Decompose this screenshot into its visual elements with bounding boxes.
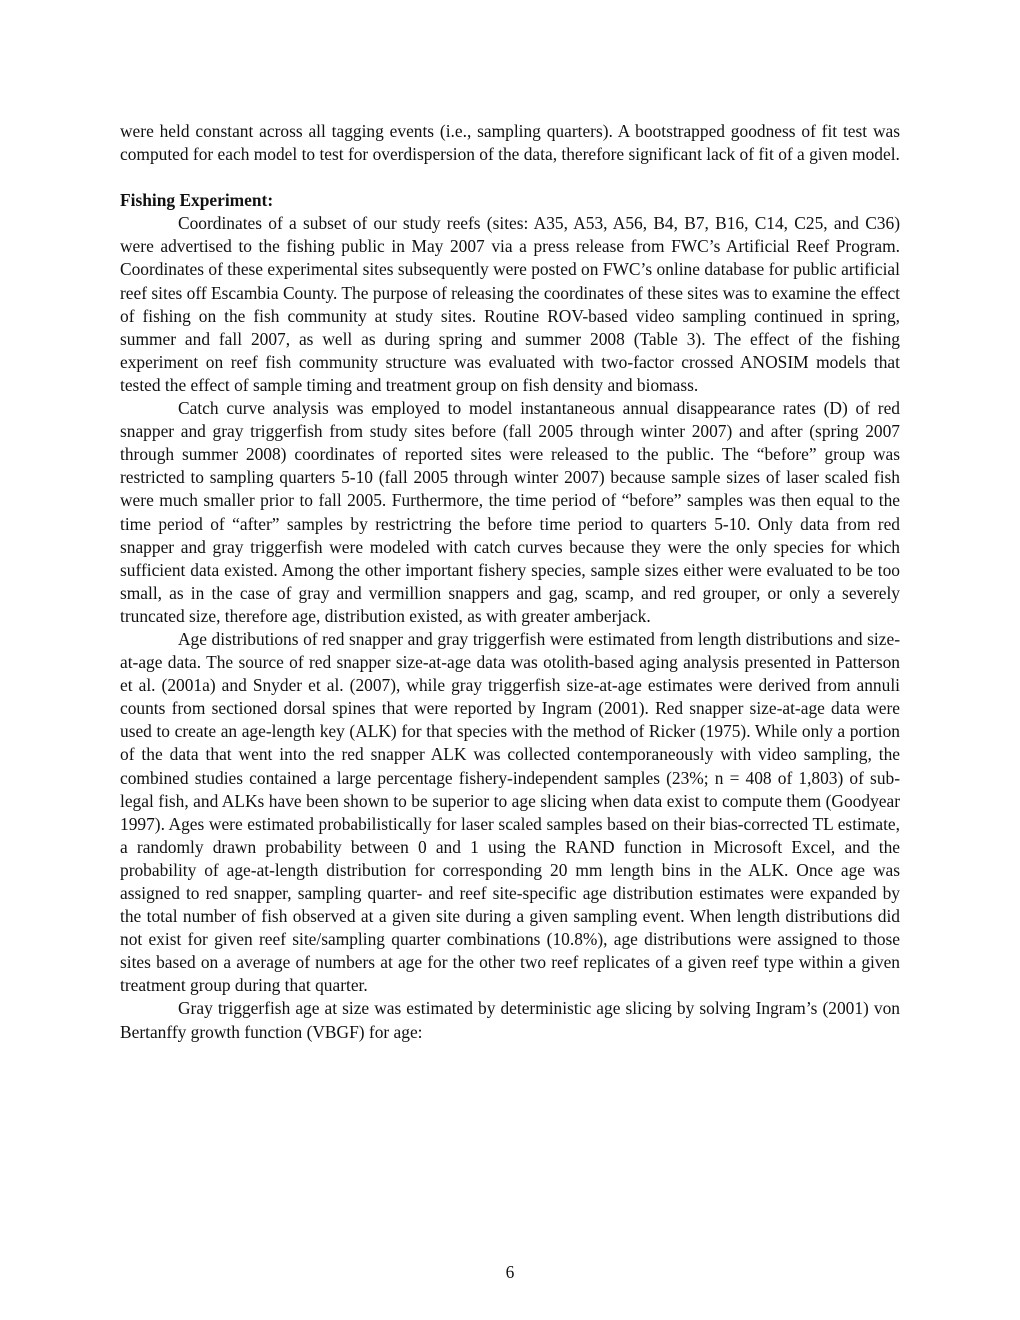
age-distribution-paragraph: Age distributions of red snapper and gray triggerfish were estimated from length distributions and size-at-age data. The source of red snapper size-at-age data was otolith-based aging analysis presented in Patterson et al. (2001a) and Snyder et al. (2007), while gray triggerfish size-at-age estimates were derived from annuli counts from sectioned dorsal spines that were reported by Ingram (2001). Red snapper size-at-age data were used to create an age-length key (ALK) for that species with the method of Ricker (1975). While only a portion of the data that went into the red snapper ALK was collected contemporaneously with video sampling, the combined studies contained a large percentage fishery-independent samples (23%; n = 408 of 1,803) of sub-legal fish, and ALKs have been shown to be superior to age slicing when data exist to compute them (Goodyear 1997). Ages were estimated probabilistically for laser scaled samples based on their bias-corrected TL estimate, a randomly drawn probability between 0 and 1 using the RAND function in Microsoft Excel, and the probability of age-at-length distribution for corresponding 20 mm length bins in the ALK. Once age was assigned to red snapper, sampling quarter- and reef site-specific age distribution estimates were expanded by the total number of fish observed at a given site during a given sampling event. When length distributions did not exist for given reef site/sampling quarter combinations (10.8%), age distributions were assigned to those sites based on a average of numbers at age for the other two reef replicates of a given reef type within a given treatment group during that quarter.: [120, 628, 900, 996]
document-page: [120, 120, 900, 1044]
fishing-experiment-paragraph: Coordinates of a subset of our study reefs (sites: A35, A53, A56, B4, B7, B16, C14, C25, and C36) were advertised to the fishing public in May 2007 via a press release from FWC’s Artificial Reef Program. Coordinates of these experimental sites subsequently were posted on FWC’s online database for public artificial reef sites off Escambia County. The purpose of releasing the coordinates of these sites was to examine the effect of fishing on the fish community at study sites. Routine ROV-based video sampling continued in spring, summer and fall 2007, as well as during spring and summer 2008 (Table 3). The effect of the fishing experiment on reef fish community structure was evaluated with two-factor crossed ANOSIM models that tested the effect of sample timing and treatment group on fish density and biomass.: [120, 213, 900, 395]
triggerfish-age-paragraph: Gray triggerfish age at size was estimated by deterministic age slicing by solving Ingram’s (2001) von Bertanffy growth function (VBGF) for age:: [120, 998, 900, 1042]
intro-paragraph: were held constant across all tagging events (i.e., sampling quarters). A bootstrapped goodness of fit test was computed for each model to test for overdispersion of the data, therefore significant lack of fit of a given model.: [120, 121, 900, 165]
paragraph-spacer: [120, 166, 900, 189]
page-number: 6: [505, 1262, 515, 1282]
section-heading: Fishing Experiment:: [120, 190, 274, 211]
catch-curve-paragraph: Catch curve analysis was employed to model instantaneous annual disappearance rates (D) of red snapper and gray triggerfish from study sites before (fall 2005 through winter 2007) and after (spring 2007 through summer 2008) coordinates of reported sites were released to the public. The “before” group was restricted to sampling quarters 5-10 (fall 2005 through winter 2007) because sample sizes of laser scaled fish were much smaller prior to fall 2005. Furthermore, the time period of “before” samples was then equal to the time period of “after” samples by restrictring the before time period to quarters 5-10. Only data from red snapper and gray triggerfish were modeled with catch curves because they were the only species for which sufficient data existed. Among the other important fishery species, sample sizes either were evaluated to be too small, as in the case of gray and vermillion snappers and gag, scamp, and red grouper, or only a severely truncated size, therefore age, distribution existed, as with greater amberjack.: [120, 398, 900, 626]
